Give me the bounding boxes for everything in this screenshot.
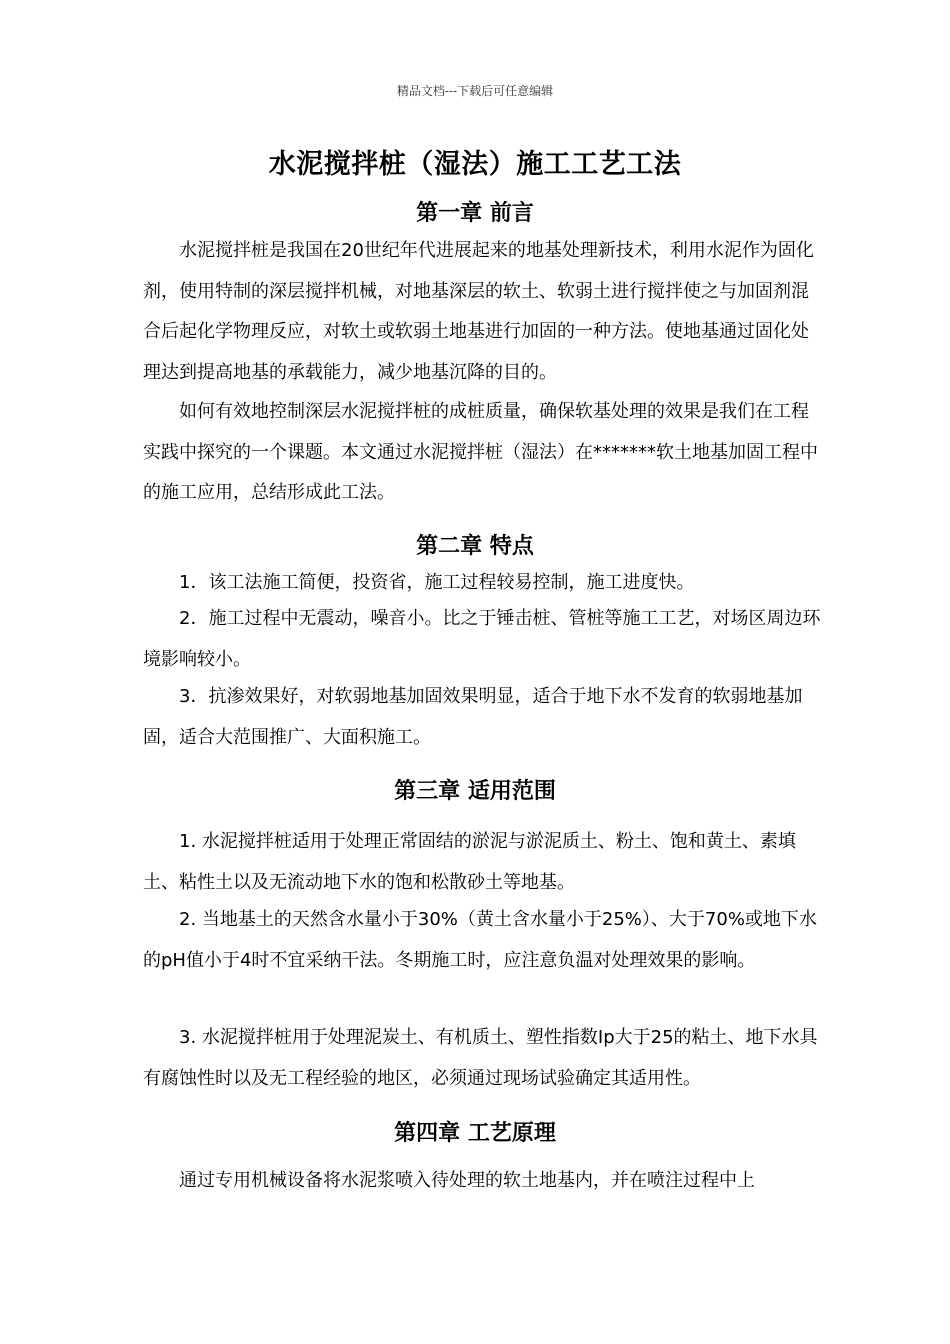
chapter-heading-3: 第三章 适用范围 xyxy=(394,779,556,804)
paragraph: 1．该工法施工简便，投资省，施工过程较易控制，施工进度快。 xyxy=(179,572,695,593)
paragraph: 3. 水泥搅拌桩用于处理泥炭土、有机质土、塑性指数Ip大于25的粘土、地下水具有腐蚀性时以及无工程经验的地区，必须通过现场试验确定其适用性。 xyxy=(143,1027,818,1089)
chapter-heading-1: 第一章 前言 xyxy=(416,201,534,226)
document-title: 水泥搅拌桩（湿法）施工工艺工法 xyxy=(268,149,682,180)
paragraph: 通过专用机械设备将水泥浆喷入待处理的软土地基内，并在喷注过程中上 xyxy=(179,1170,755,1191)
paragraph: 水泥搅拌桩是我国在20世纪年代进展起来的地基处理新技术，利用水泥作为固化剂，使用特制的深层搅拌机械，对地基深层的软土、软弱土进行搅拌使之与加固剂混合后起化学物理反应，对软土或软弱土地基进行加固的一种方法。使地基通过固化处理达到提高地基的承载能力，减少地基沉降的目的。 xyxy=(143,240,814,383)
paragraph: 3．抗渗效果好，对软弱地基加固效果明显，适合于地下水不发育的软弱地基加固，适合大范围推广、大面积施工。 xyxy=(143,686,803,748)
page-header: 精品文档---下载后可任意编辑 xyxy=(396,84,554,98)
paragraph: 2. 当地基土的天然含水量小于30%（黄土含水量小于25%）、大于70%或地下水的pH值小于4时不宜采纳干法。冬期施工时，应注意负温对处理效果的影响。 xyxy=(143,909,817,971)
paragraph: 2．施工过程中无震动，噪音小。比之于锤击桩、管桩等施工工艺，对场区周边环境影响较小。 xyxy=(143,608,821,670)
paragraph: 如何有效地控制深层水泥搅拌桩的成桩质量，确保软基处理的效果是我们在工程实践中探究的一个课题。本文通过水泥搅拌桩（湿法）在*******软土地基加固工程中的施工应用，总结形成此工法。 xyxy=(143,401,818,503)
chapter-heading-4: 第四章 工艺原理 xyxy=(394,1121,556,1146)
paragraph: 1. 水泥搅拌桩适用于处理正常固结的淤泥与淤泥质土、粉土、饱和黄土、素填土、粘性土以及无流动地下水的饱和松散砂土等地基。 xyxy=(143,831,796,893)
chapter-heading-2: 第二章 特点 xyxy=(416,534,534,559)
